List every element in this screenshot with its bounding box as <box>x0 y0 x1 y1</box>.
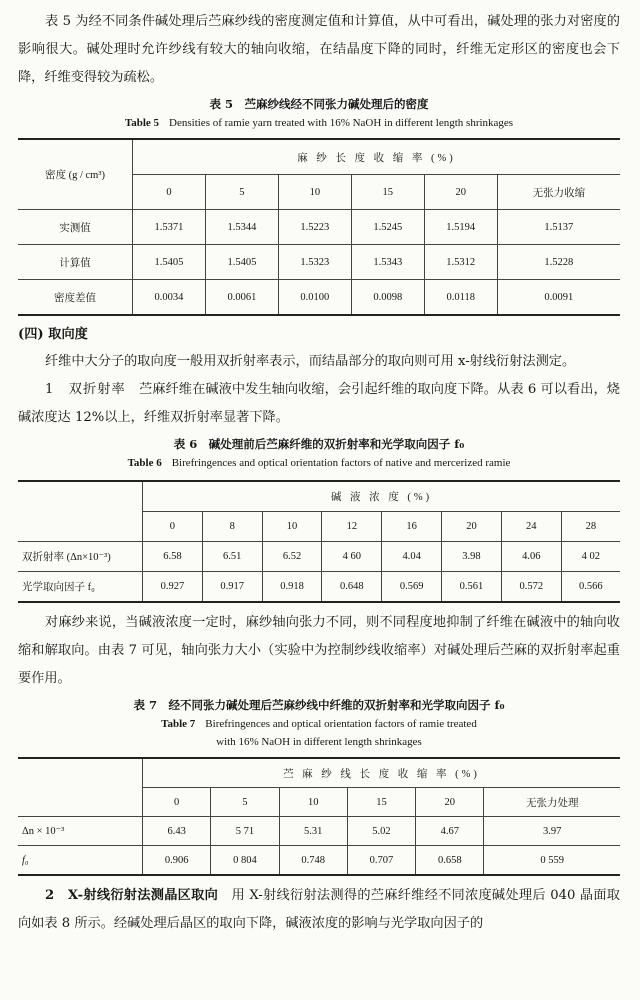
table6-cell: 0.648 <box>322 572 382 603</box>
table5-cell: 1.5194 <box>424 210 497 245</box>
table6 <box>18 480 620 603</box>
table7-cell: 0 804 <box>211 846 279 876</box>
table6-cell: 0.572 <box>501 572 561 603</box>
table5-col-header: 无张力收缩 <box>497 175 620 210</box>
table-row <box>18 280 620 316</box>
table7-cell: 0.707 <box>347 846 415 876</box>
table7-col-header: 10 <box>279 788 347 817</box>
table5-cell: 1.5228 <box>497 245 620 280</box>
table5-cell: 0.0034 <box>133 280 206 316</box>
table6-cell: 0.927 <box>143 572 203 603</box>
table5-cell: 0.0118 <box>424 280 497 316</box>
table5-cell: 0.0098 <box>351 280 424 316</box>
paragraph-orientation: 纤维中大分子的取向度一般用双折射率表示，而结晶部分的取向则可用 x-射线衍射法测定。 <box>45 354 576 369</box>
table7-cell: 5.31 <box>279 817 347 846</box>
table6-caption-en <box>18 454 620 472</box>
table7-cell: 0.748 <box>279 846 347 876</box>
xray-subheading: 2 X-射线衍射法测晶区取向 <box>45 888 219 903</box>
table5-row-label: 密度差值 <box>18 280 133 316</box>
table7-col-header: 5 <box>211 788 279 817</box>
table-row <box>18 572 620 603</box>
table5-label: Table 5 <box>124 117 160 129</box>
table5-col-header: 5 <box>205 175 278 210</box>
table6-cell: 0.561 <box>442 572 502 603</box>
birefringence-text: 苎麻纤维在碱液中发生轴向收缩，会引起纤维的取向度下降。从表 6 可以看出，烧碱浓度达 12%以上，纤维双折射率显著下降。 <box>18 382 620 425</box>
table-row <box>18 846 620 876</box>
table5-cell: 1.5405 <box>133 245 206 280</box>
table6-cell: 6.51 <box>202 542 262 572</box>
table6-label: Table 6 <box>127 457 162 469</box>
table7-col-header: 20 <box>416 788 484 817</box>
table-row <box>18 245 620 280</box>
table7-cell: 5.02 <box>347 817 415 846</box>
table6-col-header: 10 <box>262 512 322 542</box>
table5-caption-text: Densities of ramie yarn treated with 16% NaOH in different length shrinkages <box>169 117 514 129</box>
section-heading-orientation: (四) 取向度 <box>18 327 88 342</box>
paragraph-xray <box>18 882 620 938</box>
table5-row-label: 计算值 <box>18 245 133 280</box>
table5-cell: 1.5343 <box>351 245 424 280</box>
table6-row-label: 光学取向因子 f₀ <box>18 572 143 603</box>
table6-col-header: 24 <box>501 512 561 542</box>
table6-col-header: 12 <box>322 512 382 542</box>
table6-cell: 4.06 <box>501 542 561 572</box>
table6-cell: 6.52 <box>262 542 322 572</box>
table7-caption-text-1: Birefringences and optical orientation factors of ramie treated <box>205 718 477 730</box>
table5-col-header: 15 <box>351 175 424 210</box>
table7-cell: 0.906 <box>143 846 211 876</box>
table7-col-header: 15 <box>347 788 415 817</box>
table5-cell: 1.5405 <box>205 245 278 280</box>
table-row <box>18 210 620 245</box>
table5-col-header: 10 <box>278 175 351 210</box>
table7-label: Table 7 <box>161 718 196 730</box>
table5-corner: 密度 (g / cm³) <box>18 139 133 210</box>
table7-caption-text-2: with 16% NaOH in different length shrinkages <box>216 736 422 748</box>
table6-col-header: 20 <box>442 512 502 542</box>
table5-cell: 1.5344 <box>205 210 278 245</box>
table5-cell: 0.0091 <box>497 280 620 316</box>
table6-cell: 0.917 <box>202 572 262 603</box>
table7-cell: 4.67 <box>416 817 484 846</box>
table6-cell: 4.04 <box>382 542 442 572</box>
birefringence-subheading: 1 双折射率 <box>45 382 126 397</box>
table7-cell: 5 71 <box>211 817 279 846</box>
table5-cell: 1.5245 <box>351 210 424 245</box>
paragraph-birefringence <box>18 376 620 432</box>
table5-span-header: 麻 纱 长 度 收 缩 率 (%) <box>133 139 621 175</box>
table6-cell: 3.98 <box>442 542 502 572</box>
table6-cell: 0.918 <box>262 572 322 603</box>
table7-col-header: 无张力处理 <box>484 788 620 817</box>
table5-cell: 0.0100 <box>278 280 351 316</box>
table6-corner <box>18 481 143 542</box>
table7-cell: 0 559 <box>484 846 620 876</box>
table5-cell: 1.5323 <box>278 245 351 280</box>
table5-row-label: 实测值 <box>18 210 133 245</box>
table5 <box>18 138 620 316</box>
table6-col-header: 16 <box>382 512 442 542</box>
table6-cell: 4 60 <box>322 542 382 572</box>
table5-col-header: 20 <box>424 175 497 210</box>
paragraph-yarn-tension: 对麻纱来说，当碱液浓度一定时，麻纱轴向张力不同，则不同程度地抑制了纤维在碱液中的轴向收缩和解取向。由表 7 可见，轴向张力大小（实验中为控制纱线收缩率）对碱处理后苎麻的双折射率起重要作用。 <box>18 615 620 686</box>
table5-caption-cn: 表 5 苎麻纱线经不同张力碱处理后的密度 <box>209 97 429 111</box>
table6-col-header: 8 <box>202 512 262 542</box>
table6-col-header: 0 <box>143 512 203 542</box>
table7-col-header: 0 <box>143 788 211 817</box>
table7-caption-en <box>18 715 620 751</box>
table6-cell: 0.569 <box>382 572 442 603</box>
table6-cell: 6.58 <box>143 542 203 572</box>
table5-col-header: 0 <box>133 175 206 210</box>
table6-row-label: 双折射率 (Δn×10⁻³) <box>18 542 143 572</box>
table5-cell: 1.5223 <box>278 210 351 245</box>
paragraph-table5-intro: 表 5 为经不同条件碱处理后苎麻纱线的密度测定值和计算值，从中可看出，碱处理的张力对密度的影响很大。碱处理时允许纱线有较大的轴向收缩，在结晶度下降的同时，纤维无定形区的密度也会下降，纤维变得较为疏松。 <box>18 14 620 85</box>
table-row <box>18 542 620 572</box>
table6-cell: 0.566 <box>561 572 620 603</box>
table7 <box>18 757 620 876</box>
table7-cell: 6.43 <box>143 817 211 846</box>
table7-row-label: Δn × 10⁻³ <box>18 817 143 846</box>
table7-corner <box>18 758 143 817</box>
table7-row-label: f₀ <box>18 846 143 876</box>
table6-caption-cn: 表 6 碱处理前后苎麻纤维的双折射率和光学取向因子 f₀ <box>173 437 465 451</box>
xray-text: 用 X-射线衍射法测得的苎麻纤维经不同浓度碱处理后 040 晶面取向如表 8 所示。经碱处理后晶区的取向下降，碱液浓度的影响与光学取向因子的 <box>18 888 620 931</box>
table7-cell: 0.658 <box>416 846 484 876</box>
table6-cell: 4 02 <box>561 542 620 572</box>
table7-cell: 3.97 <box>484 817 620 846</box>
table5-cell: 0.0061 <box>205 280 278 316</box>
table5-cell: 1.5312 <box>424 245 497 280</box>
table6-span-header: 碱 液 浓 度 (%) <box>143 481 621 512</box>
table-row <box>18 817 620 846</box>
table7-caption-cn: 表 7 经不同张力碱处理后苎麻纱线中纤维的双折射率和光学取向因子 f₀ <box>133 698 505 712</box>
table6-caption-text: Birefringences and optical orientation factors of native and mercerized ramie <box>171 457 511 469</box>
table5-cell: 1.5371 <box>133 210 206 245</box>
table5-cell: 1.5137 <box>497 210 620 245</box>
table5-caption-en <box>18 114 620 132</box>
table6-col-header: 28 <box>561 512 620 542</box>
table7-span-header: 苎 麻 纱 线 长 度 收 缩 率 (%) <box>143 758 621 788</box>
